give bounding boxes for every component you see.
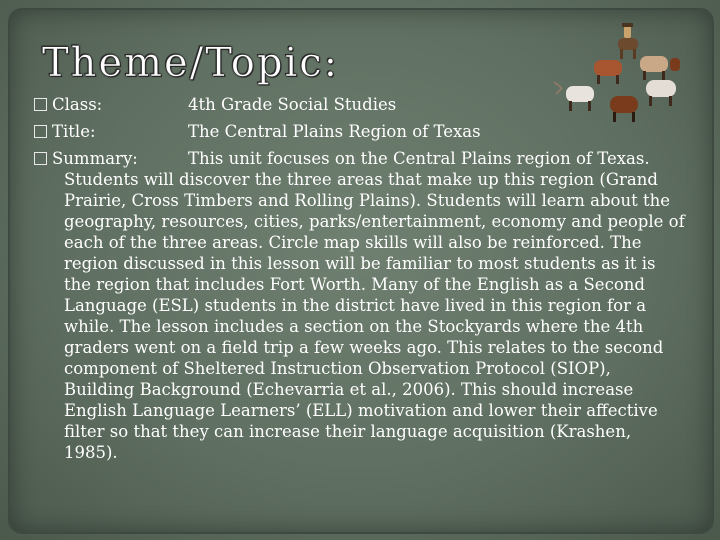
class-row	[34, 94, 397, 115]
checkbox-bullet-icon	[34, 125, 47, 138]
title-value: The Central Plains Region of Texas	[188, 122, 481, 141]
title-label: Title:	[52, 122, 96, 141]
class-value: 4th Grade Social Studies	[188, 95, 397, 114]
checkbox-bullet-icon	[34, 152, 47, 165]
cattle-drive-illustration	[552, 18, 682, 126]
title-row	[34, 121, 481, 142]
cowboy-rider-icon	[618, 23, 638, 59]
cattle-herd-icon	[554, 56, 680, 122]
summary-label: Summary:	[52, 149, 138, 168]
checkbox-bullet-icon	[34, 98, 47, 111]
summary-text: This unit focuses on the Central Plains region of Texas. Students will discover the three areas that make up this region (Grand Prairie, Cross Timbers and Rolling Plains). Students will learn about the geography, resources, cities, parks/entertainment, economy and people of each of the three areas. Circle map skills will also be reinforced. The region discussed in this lesson will be familiar to most students as it is the region that includes Fort Worth. Many of the English as a Second Language (ESL) students in the district have lived in this region for a while. The lesson includes a section on the Stockyards where the 4th graders went on a field trip a few weeks ago. This relates to the second component of Sheltered Instruction Observation Protocol (SIOP), Building Background (Echevarria et al., 2006). This should increase English Language Learners’ (ELL) motivation and lower their affective filter so that they can increase their language acquisition (Krashen, 1985).	[64, 149, 685, 462]
slide-title: Theme/Topic:	[42, 40, 340, 86]
class-label: Class:	[52, 95, 103, 114]
